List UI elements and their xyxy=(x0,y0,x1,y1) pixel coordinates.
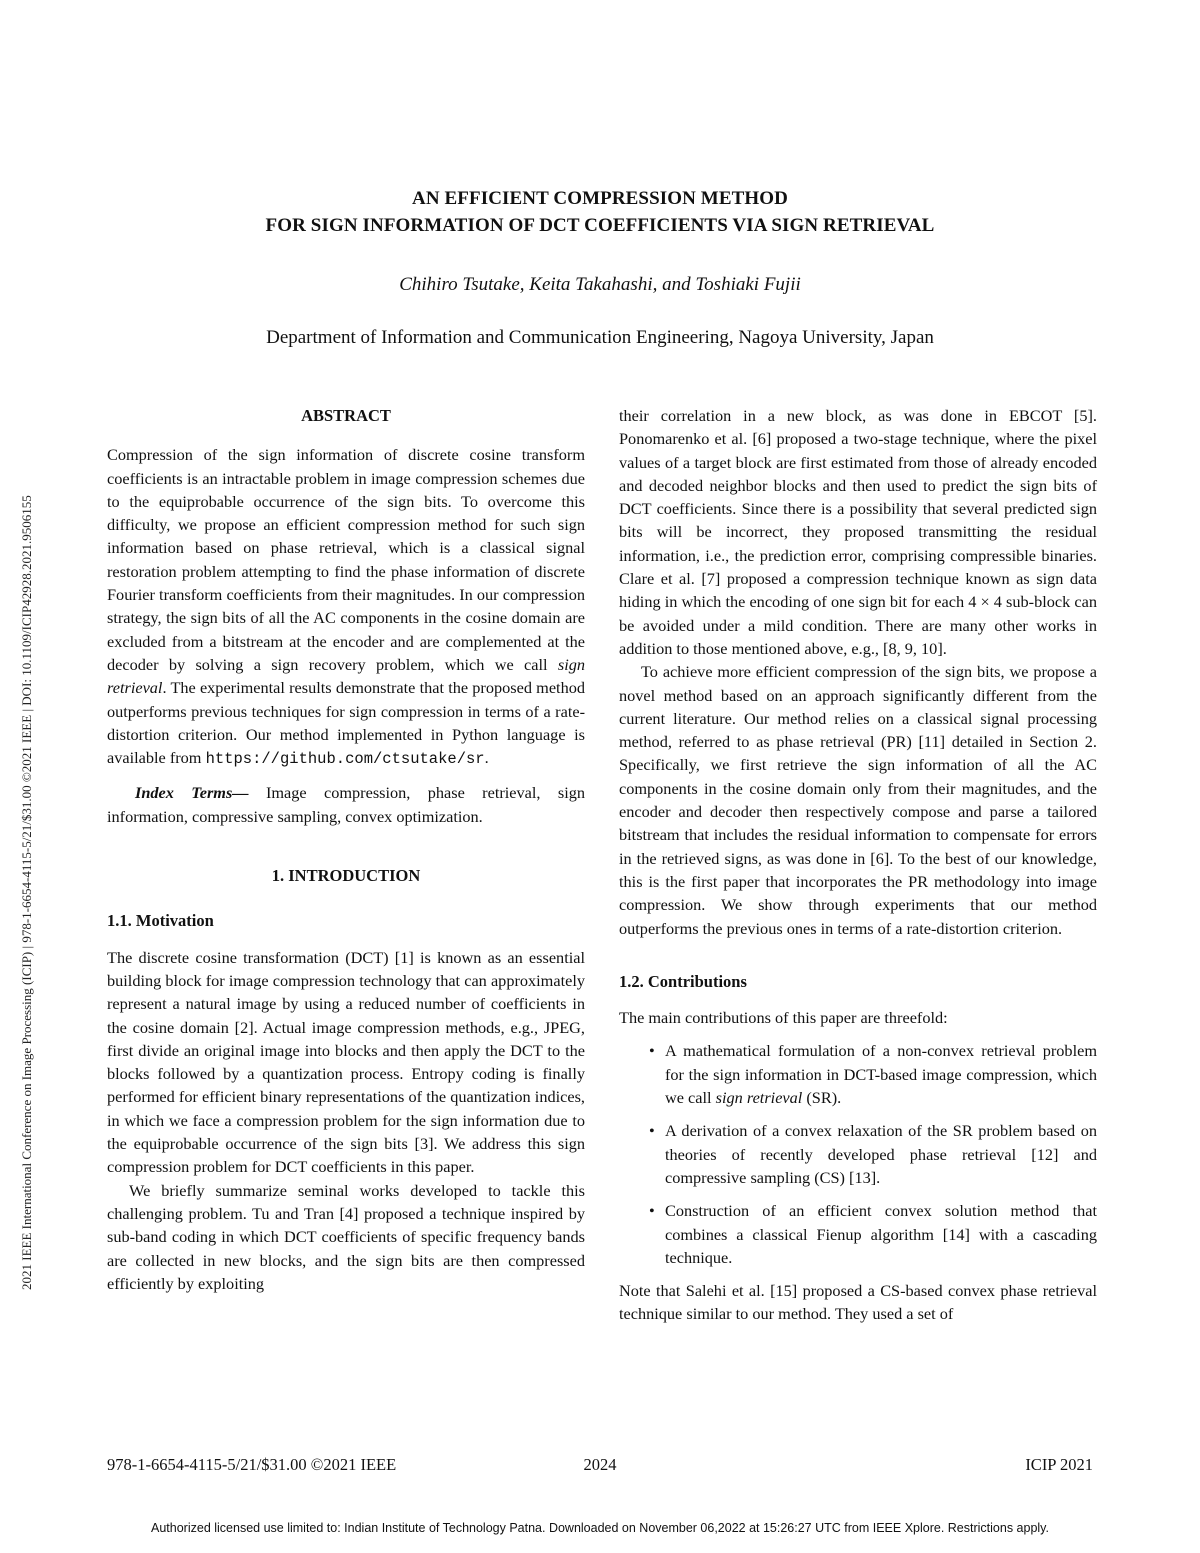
contribution-3: Construction of an efficient convex solution method that combines a classical Fienup algorithm [14] with a cascading technique. xyxy=(665,1201,1097,1267)
contribution-1-b: (SR). xyxy=(802,1088,842,1108)
index-terms-label: Index Terms— xyxy=(135,783,249,803)
abstract-emphasis: sign retrieval xyxy=(107,654,586,698)
abstract-part-a: Compression of the sign information of discrete cosine transform coefficients is an intractable problem in image compression schemes due to the equiprobable occurrence of the sign bits. To overcome this difficulty, we propose an efficient compression method for such sign information based on phase retrieval, which is a classical signal restoration problem attempting to find the phase information of discrete Fourier transform coefficients from their magnitudes. In our compression strategy, the sign bits of all the AC components in the cosine domain are excluded from a bitstream at the encoder and are complemented at the decoder by solving a sign recovery problem, which we call xyxy=(107,445,585,674)
introduction-heading: 1. INTRODUCTION xyxy=(271,866,421,886)
abstract-text xyxy=(107,443,585,771)
page-number: 2024 xyxy=(583,1455,617,1474)
abstract-part-b: . The experimental results demonstrate that the proposed method outperforms previous techniques for sign compression in terms of a rate-distortion criterion. Our method implemented in Python language is available from xyxy=(107,678,585,768)
affiliation: Department of Information and Communication Engineering, Nagoya University, Japan xyxy=(266,327,934,348)
motivation-paragraph-2: We briefly summarize seminal works developed to tackle this challenging problem. Tu and Tran [4] proposed a technique inspired by sub-band coding in which DCT coefficients of specific frequency bands are collected in new blocks, and the sign bits are then compressed efficiently by exploiting xyxy=(107,1180,585,1293)
motivation-paragraph-2-continued: their correlation in a new block, as was done in EBCOT [5]. Ponomarenko et al. [6] proposed a two-stage technique, where the pixel values of a target block are first estimated from those of already encoded and decoded neighbor blocks and then used to predict the sign bits of DCT coefficients. Since there is a possibility that several predicted sign bits will be incorrect, they proposed transmitting the residual information, i.e., the prediction error, comprising compressible binaries. Clare et al. [7] proposed a compression technique known as sign data hiding in which the encoding of one sign bit for each 4 × 4 sub-block can be avoided under a mild condition. There are many other works in addition to those mentioned above, e.g., [8, 9, 10]. xyxy=(619,406,1097,658)
list-item xyxy=(619,1199,1097,1269)
contributions-heading: 1.2. Contributions xyxy=(619,971,747,991)
abstract-heading: ABSTRACT xyxy=(301,406,391,425)
paper-title-line-1: AN EFFICIENT COMPRESSION METHOD xyxy=(412,188,788,209)
index-terms-text: Image compression, phase retrieval, sign information, compressive sampling, convex optimization. xyxy=(107,783,586,826)
contributions-intro: The main contributions of this paper are threefold: xyxy=(619,1008,948,1028)
motivation-paragraph-1: The discrete cosine transformation (DCT) [1] is known as an essential building block for image compression technology that can approximately represent a natural image by using a reduced number of coefficients in the cosine domain [2]. Actual image compression methods, e.g., JPEG, first divide an original image into blocks and then apply the DCT to the blocks followed by a quantization process. Entropy coding is finally performed for efficient binary representations of the quantization indices, in which we face a compression problem for the sign information due to the equiprobable occurrence of the sign bits [3]. We address this sign compression problem for DCT coefficients in this paper. xyxy=(107,947,585,1177)
license-line: Authorized licensed use limited to: Indian Institute of Technology Patna. Downloaded on November 06,2022 at 15:26:27 UTC from IEEE Xplore. Restrictions apply. xyxy=(151,1521,1049,1535)
side-note: 2021 IEEE International Conference on Image Processing (ICIP) | 978-1-6654-4115-5/21/$31.00 ©2021 IEEE | DOI: 10.1109/ICIP42928.2021.9506155 xyxy=(19,495,34,1290)
contribution-1-a: A mathematical formulation of a non-convex retrieval problem for the sign information in DCT-based image compression, which we call xyxy=(665,1041,1097,1108)
contribution-1-emphasis: sign retrieval xyxy=(715,1088,803,1108)
index-terms xyxy=(107,781,585,828)
right-column xyxy=(619,404,1097,1326)
footer-isbn: 978-1-6654-4115-5/21/$31.00 ©2021 IEEE xyxy=(107,1455,397,1474)
list-item xyxy=(619,1039,1097,1109)
contributions-list xyxy=(619,1039,1097,1269)
list-item xyxy=(619,1119,1097,1189)
footer-conference: ICIP 2021 xyxy=(1025,1455,1093,1474)
github-link[interactable]: https://github.com/ctsutake/sr xyxy=(205,750,485,769)
paper-title-line-2: FOR SIGN INFORMATION OF DCT COEFFICIENTS VIA SIGN RETRIEVAL xyxy=(265,215,935,236)
motivation-heading: 1.1. Motivation xyxy=(107,911,214,931)
bullet-icon: • xyxy=(649,1201,655,1221)
contribution-2: A derivation of a convex relaxation of the SR problem based on theories of recently developed phase retrieval [12] and compressive sampling (CS) [13]. xyxy=(665,1121,1097,1187)
left-column xyxy=(107,404,585,1295)
bullet-icon: • xyxy=(649,1121,655,1141)
abstract-end: . xyxy=(484,748,489,768)
closing-paragraph: Note that Salehi et al. [15] proposed a CS-based convex phase retrieval technique similar to our method. They used a set of xyxy=(619,1281,1097,1324)
bullet-icon: • xyxy=(649,1041,655,1061)
motivation-paragraph-3: To achieve more efficient compression of the sign bits, we propose a novel method based on an approach significantly different from the current literature. Our method relies on a classical signal processing method, referred to as phase retrieval (PR) [11] detailed in Section 2. Specifically, we first retrieve the sign information of all the AC components in the cosine domain only from their magnitudes, and the encoder and decoder then respectively compose and parse a tailored bitstream that includes the residual information to compensate for errors in the retrieved signs, as was done in [6]. To the best of our knowledge, this is the first paper that incorporates the PR methodology into image compression. We show through experiments that our method outperforms the previous ones in terms of a rate-distortion criterion. xyxy=(619,662,1097,938)
authors: Chihiro Tsutake, Keita Takahashi, and Toshiaki Fujii xyxy=(399,274,801,295)
